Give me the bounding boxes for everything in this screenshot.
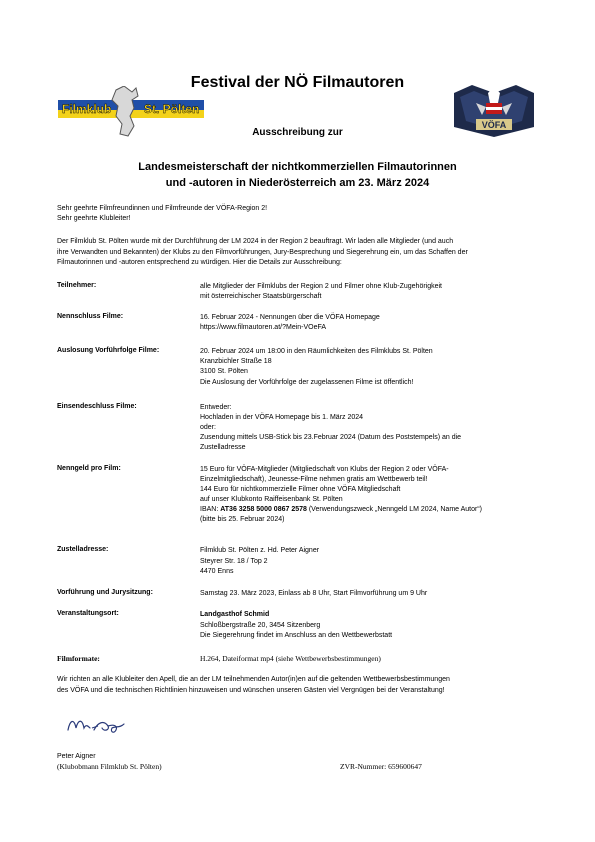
heading-line-1: Landesmeisterschaft der nichtkommerziellen Filmautorinnen xyxy=(138,161,457,173)
closing-line-2: des VÖFA und die technischen Richtlinien hinzuweisen und wünschen unseren Gästen viel Vergnügen bei der Veranstaltung! xyxy=(57,687,445,694)
auslosung-line-3: 3100 St. Pölten xyxy=(200,368,248,375)
svg-text:Filmklub: Filmklub xyxy=(62,102,112,116)
nenngeld-iban-line xyxy=(200,505,482,515)
intro-line-1: Der Filmklub St. Pölten wurde mit der Durchführung der LM 2024 in der Region 2 beauftragt. Wir laden alle Mitglieder (und auch xyxy=(57,238,454,245)
zustell-line-3: 4470 Enns xyxy=(200,568,234,575)
ort-line-2: Die Siegerehrung findet im Anschluss an den Wettbewerbstatt xyxy=(200,632,393,639)
teilnehmer-label: Teilnehmer: xyxy=(57,282,97,289)
greeting-1: Sehr geehrte Filmfreundinnen und Filmfreunde der VÖFA-Region 2! xyxy=(57,205,268,212)
intro-line-2: ihre Verwandten und Bekannten) der Klubs zu den Filmvorführungen, Jury-Besprechung und Siegerehrung ein, um das Schaffen der xyxy=(57,249,468,256)
iban-number: AT36 3258 5000 0867 2578 xyxy=(220,506,307,513)
vorfuehrung-label: Vorführung und Jurysitzung: xyxy=(57,589,153,596)
nenngeld-line-1: 15 Euro für VÖFA-Mitglieder (Mitgliedschaft von Klubs der Region 2 oder VÖFA- xyxy=(200,466,449,473)
ort-name: Landgasthof Schmid xyxy=(200,611,270,618)
formate-label: Filmformate: xyxy=(57,654,100,663)
closing-line-1: Wir richten an alle Klubleiter den Apell, die an der LM teilnehmenden Autor(in)en auf die geltenden Wettbewerbsbestimmungen xyxy=(57,676,450,683)
formate-text: H.264, Dateiformat mp4 (siehe Wettbewerbsbestimmungen) xyxy=(200,654,381,663)
signer-role: (Klubobmann Filmklub St. Pölten) xyxy=(57,762,162,771)
einsende-line-5: Zustelladresse xyxy=(200,444,246,451)
auslosung-line-1: 20. Februar 2024 um 18:00 in den Räumlichkeiten des Filmklubs St. Pölten xyxy=(200,348,433,355)
nennschluss-url[interactable]: https://www.filmautoren.at/?Mein-VOeFA xyxy=(200,324,327,331)
nenngeld-label: Nenngeld pro Film: xyxy=(57,465,121,472)
iban-prefix: IBAN: xyxy=(200,506,221,513)
auslosung-line-2: Kranzbichler Straße 18 xyxy=(200,358,272,365)
subtitle: Ausschreibung zur xyxy=(252,127,343,138)
greeting-2: Sehr geehrte Klubleiter! xyxy=(57,215,131,222)
heading-line-2: und -autoren in Niederösterreich am 23. März 2024 xyxy=(165,177,430,189)
zustell-line-1: Filmklub St. Pölten z. Hd. Peter Aigner xyxy=(200,547,320,554)
einsende-line-1: Entweder: xyxy=(200,404,232,411)
svg-text:St. Pölten: St. Pölten xyxy=(144,102,200,116)
signature xyxy=(64,714,144,738)
zustell-label: Zustelladresse: xyxy=(57,546,109,553)
auslosung-line-4: Die Auslosung der Vorführfolge der zugelassenen Filme ist öffentlich! xyxy=(200,379,414,386)
zustell-line-2: Steyrer Str. 18 / Top 2 xyxy=(200,558,268,565)
nennschluss-line-1: 16. Februar 2024 - Nennungen über die VÖFA Homepage xyxy=(200,314,380,321)
page-title: Festival der NÖ Filmautoren xyxy=(190,74,405,91)
nenngeld-line-2: Einzelmitgliedschaft), Jeunesse-Filme nehmen gratis am Wettbewerb teil! xyxy=(200,476,428,483)
nennschluss-label: Nennschluss Filme: xyxy=(57,313,124,320)
auslosung-label: Auslosung Vorführfolge Filme: xyxy=(57,347,160,354)
intro-line-3: Filmautorinnen und -autoren entsprechend zu würdigen. Hier die Details zur Ausschreibung: xyxy=(57,259,342,266)
einsende-label: Einsendeschluss Filme: xyxy=(57,403,137,410)
vorfuehrung-text: Samstag 23. März 2023, Einlass ab 8 Uhr, Start Filmvorführung um 9 Uhr xyxy=(200,590,428,597)
ort-label: Veranstaltungsort: xyxy=(57,610,119,617)
signer-name: Peter Aigner xyxy=(57,753,96,760)
zvr-number: ZVR-Nummer: 659600647 xyxy=(340,762,422,771)
svg-text:VÖFA: VÖFA xyxy=(481,120,507,130)
einsende-line-2: Hochladen in der VÖFA Homepage bis 1. März 2024 xyxy=(200,414,364,421)
nenngeld-line-4: auf unser Klubkonto Raiffeisenbank St. Pölten xyxy=(200,496,343,503)
teilnehmer-line-1: alle Mitglieder der Filmklubs der Region 2 und Filmer ohne Klub-Zugehörigkeit xyxy=(200,283,443,290)
nenngeld-deadline: (bitte bis 25. Februar 2024) xyxy=(200,516,285,523)
teilnehmer-line-2: mit österreichischer Staatsbürgerschaft xyxy=(200,293,322,300)
iban-suffix: (Verwendungszweck „Nenngeld LM 2024, Name Autor“) xyxy=(306,506,482,513)
einsende-line-4: Zusendung mittels USB-Stick bis 23.Februar 2024 (Datum des Poststempels) an die xyxy=(200,434,462,441)
ort-line-1: Schloßbergstraße 20, 3454 Sitzenberg xyxy=(200,622,321,629)
einsende-line-3: oder: xyxy=(200,424,216,431)
nenngeld-line-3: 144 Euro für nichtkommerzielle Filmer ohne VÖFA Mitgliedschaft xyxy=(200,486,401,493)
